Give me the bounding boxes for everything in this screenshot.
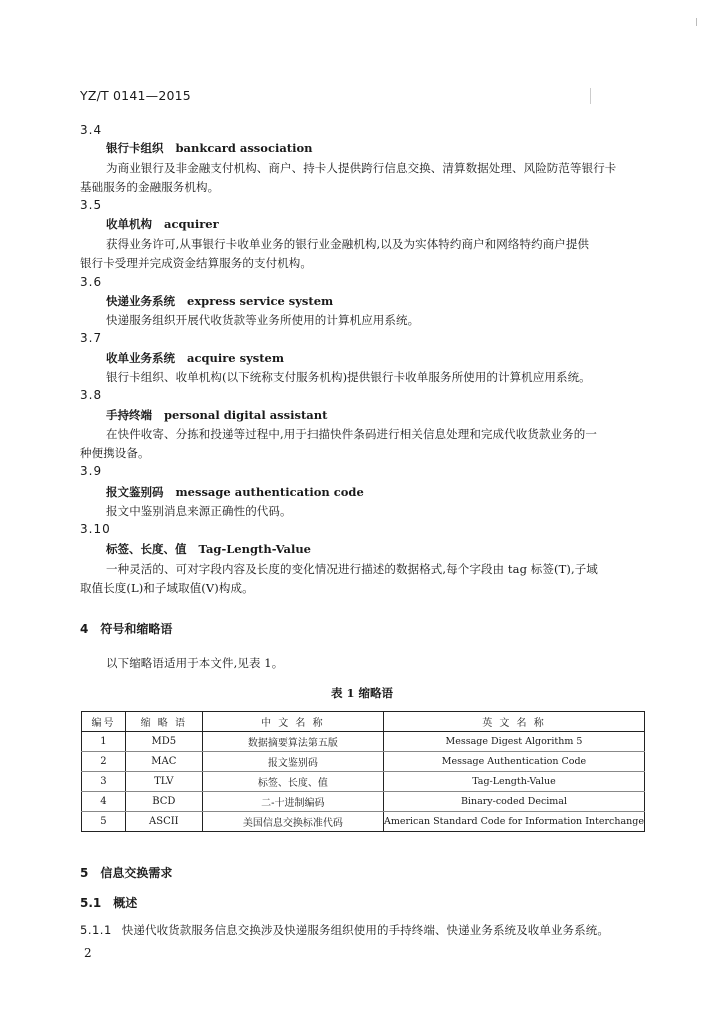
chinese-name: 标签、长度、值 bbox=[202, 772, 383, 792]
clause-number: 3.6 bbox=[80, 275, 103, 289]
section-heading bbox=[80, 864, 172, 881]
document-code: YZ/T 0141—2015 bbox=[80, 88, 191, 103]
column-header: 编号 bbox=[82, 712, 126, 732]
english-name: Message Digest Algorithm 5 bbox=[383, 732, 644, 752]
column-header: 中 文 名 称 bbox=[202, 712, 383, 732]
abbreviation: TLV bbox=[125, 772, 202, 792]
term-english: personal digital assistant bbox=[164, 408, 328, 422]
definition-line: 基础服务的金融服务机构。 bbox=[80, 180, 220, 194]
section-number: 4 bbox=[80, 622, 89, 636]
page-number: 2 bbox=[84, 946, 92, 960]
term-english: acquirer bbox=[164, 217, 219, 231]
subsection-number: 5.1 bbox=[80, 896, 102, 910]
subsection-heading bbox=[80, 894, 137, 911]
column-header: 英 文 名 称 bbox=[383, 712, 644, 732]
term-english: express service system bbox=[187, 294, 334, 308]
clause-number: 3.4 bbox=[80, 123, 103, 137]
clause-number: 5.1.1 bbox=[80, 923, 112, 937]
term-english: bankcard association bbox=[175, 141, 313, 155]
clause-5-1-1 bbox=[80, 922, 609, 938]
term-chinese: 银行卡组织 bbox=[106, 141, 164, 155]
column-header: 缩 略 语 bbox=[125, 712, 202, 732]
clause-number: 3.10 bbox=[80, 522, 111, 536]
subsection-title: 概述 bbox=[113, 896, 138, 910]
term-chinese: 标签、长度、值 bbox=[106, 542, 187, 556]
section-title: 符号和缩略语 bbox=[100, 622, 173, 636]
term-heading bbox=[106, 407, 327, 423]
table-row bbox=[82, 732, 645, 752]
definition-line: 快递服务组织开展代收货款等业务所使用的计算机应用系统。 bbox=[106, 313, 420, 327]
definition-line: 银行卡受理并完成资金结算服务的支付机构。 bbox=[80, 256, 312, 270]
abbreviation: BCD bbox=[125, 792, 202, 812]
chinese-name: 报文鉴别码 bbox=[202, 752, 383, 772]
clause-number: 3.5 bbox=[80, 198, 103, 212]
english-name: Binary-coded Decimal bbox=[383, 792, 644, 812]
definition-line: 在快件收寄、分拣和投递等过程中,用于扫描快件条码进行相关信息处理和完成代收货款业务的一 bbox=[106, 427, 597, 441]
section-number: 5 bbox=[80, 866, 89, 880]
abbreviation: MAC bbox=[125, 752, 202, 772]
scan-mark bbox=[696, 18, 697, 26]
section-heading bbox=[80, 620, 172, 637]
row-number: 1 bbox=[82, 732, 126, 752]
row-number: 5 bbox=[82, 812, 126, 832]
term-heading bbox=[106, 350, 284, 366]
row-number: 2 bbox=[82, 752, 126, 772]
term-english: message authentication code bbox=[175, 485, 364, 499]
definition-line: 为商业银行及非金融支付机构、商户、持卡人提供跨行信息交换、清算数据处理、风险防范等银行卡 bbox=[106, 161, 617, 175]
abbreviation: ASCII bbox=[125, 812, 202, 832]
term-chinese: 快递业务系统 bbox=[106, 294, 175, 308]
chinese-name: 数据摘要算法第五版 bbox=[202, 732, 383, 752]
definition-line: 一种灵活的、可对字段内容及长度的变化情况进行描述的数据格式,每个字段由 tag 标签(T),子域 bbox=[106, 562, 598, 576]
abbreviation: MD5 bbox=[125, 732, 202, 752]
english-name: Tag-Length-Value bbox=[383, 772, 644, 792]
term-chinese: 收单业务系统 bbox=[106, 351, 175, 365]
table-header-row bbox=[82, 712, 645, 732]
abbreviation-table bbox=[81, 711, 645, 832]
clause-number: 3.7 bbox=[80, 331, 103, 345]
chinese-name: 美国信息交换标准代码 bbox=[202, 812, 383, 832]
term-heading bbox=[106, 140, 312, 156]
table-row bbox=[82, 812, 645, 832]
clause-number: 3.9 bbox=[80, 464, 103, 478]
row-number: 4 bbox=[82, 792, 126, 812]
term-heading bbox=[106, 216, 219, 232]
section-intro: 以下缩略语适用于本文件,见表 1。 bbox=[106, 656, 284, 670]
clause-number: 3.8 bbox=[80, 388, 103, 402]
clause-text: 快递代收货款服务信息交换涉及快递服务组织使用的手持终端、快递业务系统及收单业务系统。 bbox=[121, 923, 609, 937]
definition-line: 取值长度(L)和子域取值(V)构成。 bbox=[80, 581, 254, 595]
scan-mark bbox=[590, 88, 591, 104]
term-heading bbox=[106, 484, 364, 500]
definition-line: 银行卡组织、收单机构(以下统称支付服务机构)提供银行卡收单服务所使用的计算机应用系统。 bbox=[106, 370, 591, 384]
table-caption: 表 1 缩略语 bbox=[330, 686, 393, 700]
term-chinese: 手持终端 bbox=[106, 408, 152, 422]
table-row bbox=[82, 752, 645, 772]
english-name: Message Authentication Code bbox=[383, 752, 644, 772]
term-heading bbox=[106, 541, 311, 557]
term-heading bbox=[106, 293, 333, 309]
definition-line: 获得业务许可,从事银行卡收单业务的银行业金融机构,以及为实体特约商户和网络特约商户提供 bbox=[106, 237, 590, 251]
term-chinese: 收单机构 bbox=[106, 217, 152, 231]
definition-line: 报文中鉴别消息来源正确性的代码。 bbox=[106, 504, 292, 518]
row-number: 3 bbox=[82, 772, 126, 792]
section-title: 信息交换需求 bbox=[100, 866, 173, 880]
table-row bbox=[82, 772, 645, 792]
english-name: American Standard Code for Information Interchange bbox=[383, 812, 644, 832]
term-english: acquire system bbox=[187, 351, 285, 365]
definition-line: 种便携设备。 bbox=[80, 446, 150, 460]
chinese-name: 二-十进制编码 bbox=[202, 792, 383, 812]
term-chinese: 报文鉴别码 bbox=[106, 485, 164, 499]
term-english: Tag-Length-Value bbox=[198, 542, 312, 556]
table-row bbox=[82, 792, 645, 812]
